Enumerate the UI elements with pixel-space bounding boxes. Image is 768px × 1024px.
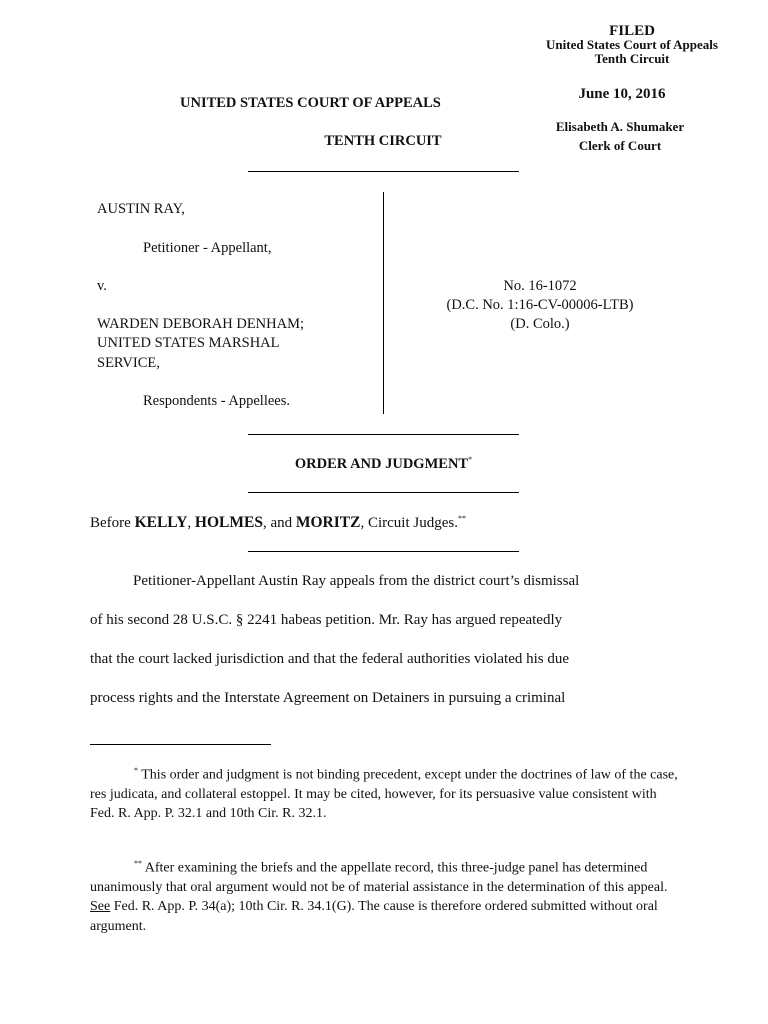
divider (248, 434, 519, 435)
footnote-ref-1[interactable]: * (468, 455, 473, 464)
footnote-rule (90, 744, 271, 745)
court-heading: UNITED STATES COURT OF APPEALS (180, 95, 441, 111)
clerk-name: Elisabeth A. Shumaker (555, 119, 685, 134)
case-number: No. 16-1072 (503, 278, 577, 294)
panel-before: Before (90, 515, 135, 531)
district-court-number: (D.C. No. 1:16-CV-00006-LTB) (446, 297, 634, 313)
clerk-title: Clerk of Court (578, 138, 662, 153)
petitioner-name: AUSTIN RAY, (97, 201, 185, 217)
body-line-4: process rights and the Interstate Agreement on Detainers in pursuing a criminal (90, 690, 566, 706)
district: (D. Colo.) (510, 316, 570, 332)
body-line-2: of his second 28 U.S.C. § 2241 habeas petition. Mr. Ray has argued repeatedly (90, 612, 563, 628)
respondent-line-3: SERVICE, (97, 355, 160, 371)
footnote-2-text-cont: Fed. R. App. P. 34(a); 10th Cir. R. 34.1(G). The cause is therefore ordered submitted without oral argument. (90, 899, 658, 934)
panel-sep: , and (262, 515, 296, 531)
versus: v. (97, 278, 107, 294)
footnote-2-mark: ** (134, 859, 142, 868)
panel-line (90, 514, 466, 532)
judge-moritz: MORITZ (295, 514, 361, 531)
caption-divider (383, 192, 384, 414)
footnote-2-see: See (90, 899, 111, 915)
filed-date: June 10, 2016 (578, 86, 666, 102)
filed-court: United States Court of Appeals (546, 37, 718, 52)
case-numbers (400, 277, 680, 334)
order-title (248, 455, 519, 473)
footnote-2-text: After examining the briefs and the appellate record, this three-judge panel has determined unanimously that oral argument would not be of material assistance in the determination of this appeal. (90, 860, 668, 896)
filed-stamp (504, 24, 760, 66)
footnote-ref-2[interactable]: ** (457, 514, 466, 523)
body-line-3: that the court lacked jurisdiction and that the federal authorities violated his due (90, 651, 570, 667)
body-line-1: Petitioner-Appellant Austin Ray appeals from the district court’s dismissal (133, 573, 580, 589)
footnote-2 (90, 854, 680, 936)
filed-label: FILED (609, 23, 655, 39)
footnote-1 (90, 761, 680, 824)
judge-holmes: HOLMES (194, 514, 263, 531)
judge-kelly: KELLY (134, 514, 188, 531)
divider (248, 492, 519, 493)
divider (248, 551, 519, 552)
petitioner-role: Petitioner - Appellant, (143, 240, 272, 256)
panel-suffix: , Circuit Judges. (360, 515, 458, 531)
footnote-1-mark: * (134, 766, 138, 775)
clerk-block (520, 117, 720, 155)
respondent-line-2: UNITED STATES MARSHAL (97, 335, 280, 351)
respondent-role: Respondents - Appellees. (143, 393, 290, 409)
circuit-heading: TENTH CIRCUIT (324, 133, 442, 149)
divider (248, 171, 519, 172)
order-title-text: ORDER AND JUDGMENT (294, 455, 469, 472)
filed-circuit: Tenth Circuit (594, 51, 670, 66)
respondent-line-1: WARDEN DEBORAH DENHAM; (97, 316, 305, 332)
panel-sep: , (187, 515, 195, 531)
footnote-1-text: This order and judgment is not binding precedent, except under the doctrines of law of the case, res judicata, and collateral estoppel. It may be cited, however, for its persuasive value consistent with Fed. R. App. P. 32.1 and 10th Cir. R. 32.1. (90, 767, 678, 822)
